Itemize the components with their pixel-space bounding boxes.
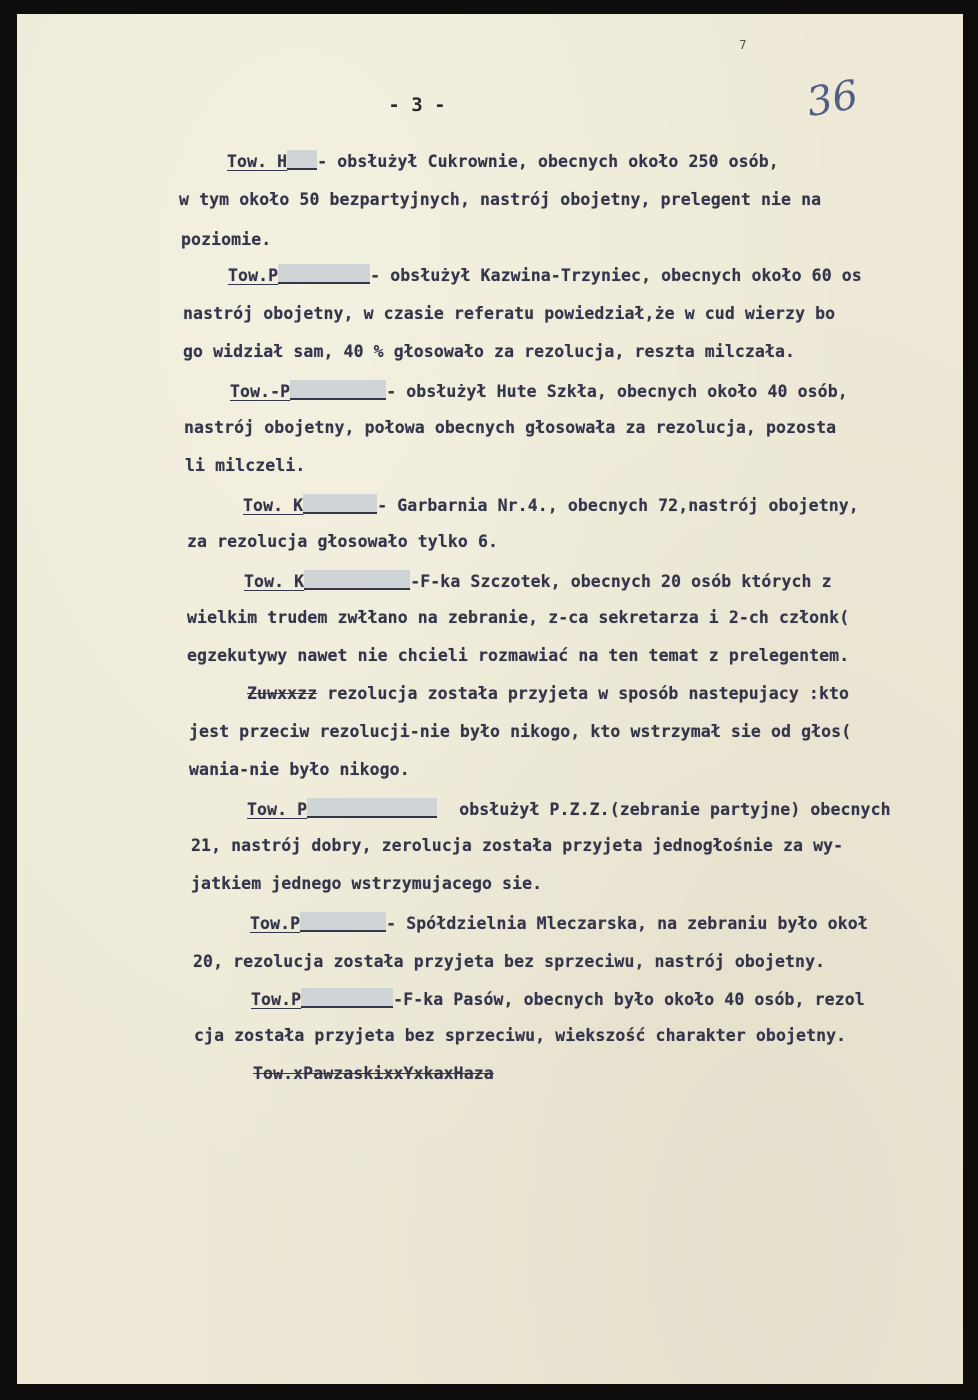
line-text: cja została przyjeta bez sprzeciwu, wiekszość charakter obojetny. bbox=[194, 1026, 847, 1045]
line-text: za rezolucja głosowało tylko 6. bbox=[187, 532, 499, 551]
redaction-mask bbox=[287, 150, 317, 170]
text-line bbox=[187, 608, 849, 627]
text-line bbox=[183, 342, 795, 361]
line-text: -F-ka Pasów, obecnych było około 40 osób, rezol bbox=[393, 990, 865, 1009]
text-line bbox=[187, 646, 849, 665]
redaction-mask bbox=[300, 912, 386, 932]
text-line bbox=[244, 570, 832, 591]
line-text: nastrój obojetny, w czasie referatu powiedział,że w cud wierzy bo bbox=[183, 304, 836, 323]
text-line bbox=[189, 722, 851, 741]
line-text: - obsłużył Hute Szkła, obecnych około 40 osób, bbox=[386, 382, 848, 401]
text-line bbox=[243, 494, 859, 515]
comrade-name: Tow. K bbox=[244, 572, 305, 591]
line-text: jest przeciw rezolucji-nie było nikogo, kto wstrzymał sie od głos( bbox=[189, 722, 852, 741]
document-page bbox=[17, 14, 963, 1384]
line-text: poziomie. bbox=[181, 230, 272, 249]
line-text: 20, rezolucja została przyjeta bez sprzeciwu, nastrój obojetny. bbox=[193, 952, 826, 971]
comrade-name: Tow. K bbox=[243, 496, 304, 515]
text-line bbox=[185, 456, 305, 475]
comrade-name: Tow.P bbox=[228, 266, 279, 285]
corner-mark: 7 bbox=[739, 38, 747, 52]
text-line bbox=[191, 836, 843, 855]
struck-text: Tow.xPawzaskixxYxkaxHaza bbox=[253, 1064, 494, 1083]
struck-text: Zuwxxzz bbox=[247, 684, 318, 703]
redaction-mask bbox=[290, 380, 386, 400]
redaction-mask bbox=[278, 264, 370, 284]
line-text: egzekutywy nawet nie chcieli rozmawiać na ten temat z prelegentem. bbox=[187, 646, 850, 665]
text-line bbox=[227, 150, 779, 171]
text-line bbox=[189, 760, 410, 779]
text-line bbox=[183, 304, 835, 323]
text-line bbox=[193, 952, 825, 971]
text-line bbox=[181, 230, 271, 249]
text-line bbox=[230, 380, 848, 401]
text-line bbox=[194, 1026, 846, 1045]
text-line bbox=[250, 912, 868, 933]
line-text: jatkiem jednego wstrzymujacego sie. bbox=[191, 874, 543, 893]
text-line bbox=[191, 874, 542, 893]
line-text: obsłużył P.Z.Z.(zebranie partyjne) obecnych bbox=[459, 800, 891, 819]
text-line bbox=[187, 532, 498, 551]
line-text: nastrój obojetny, połowa obecnych głosowała za rezolucja, pozosta bbox=[184, 418, 837, 437]
line-text: wielkim trudem zwłłano na zebranie, z-ca sekretarza i 2-ch członk( bbox=[187, 608, 850, 627]
comrade-name: Tow.-P bbox=[230, 382, 291, 401]
text-line bbox=[179, 190, 821, 209]
line-text: wania-nie było nikogo. bbox=[189, 760, 410, 779]
line-text: go widział sam, 40 % głosowało za rezolucja, reszta milczała. bbox=[183, 342, 796, 361]
comrade-name: Tow.P bbox=[251, 990, 302, 1009]
comrade-name: Tow. P bbox=[247, 800, 308, 819]
comrade-name: Tow.P bbox=[250, 914, 301, 933]
text-line bbox=[253, 1064, 494, 1083]
line-text: - obsłużył Kazwina-Trzyniec, obecnych około 60 os bbox=[370, 266, 862, 285]
text-line bbox=[251, 988, 865, 1009]
text-line bbox=[247, 798, 891, 819]
text-line bbox=[247, 684, 849, 703]
line-text: - Garbarnia Nr.4., obecnych 72,nastrój obojetny, bbox=[377, 496, 859, 515]
line-text: rezolucja została przyjeta w sposób nastepujacy :kto bbox=[317, 684, 850, 703]
redaction-mask bbox=[303, 494, 377, 514]
redaction-mask bbox=[307, 798, 437, 818]
line-text: - Spółdzielnia Mleczarska, na zebraniu było okoł bbox=[386, 914, 868, 933]
line-text: -F-ka Szczotek, obecnych 20 osób których z bbox=[410, 572, 832, 591]
line-text: 21, nastrój dobry, zerolucja została przyjeta jednogłośnie za wy- bbox=[191, 836, 844, 855]
redaction-mask bbox=[301, 988, 393, 1008]
comrade-name: Tow. H bbox=[227, 152, 288, 171]
text-line bbox=[184, 418, 836, 437]
line-text: - obsłużył Cukrownie, obecnych około 250 osób, bbox=[317, 152, 779, 171]
page-number: - 3 - bbox=[388, 94, 446, 116]
line-text: w tym około 50 bezpartyjnych, nastrój obojetny, prelegent nie na bbox=[179, 190, 822, 209]
line-text: li milczeli. bbox=[185, 456, 306, 475]
text-line bbox=[228, 264, 862, 285]
folio-number: 36 bbox=[803, 71, 862, 127]
redaction-mask bbox=[304, 570, 410, 590]
